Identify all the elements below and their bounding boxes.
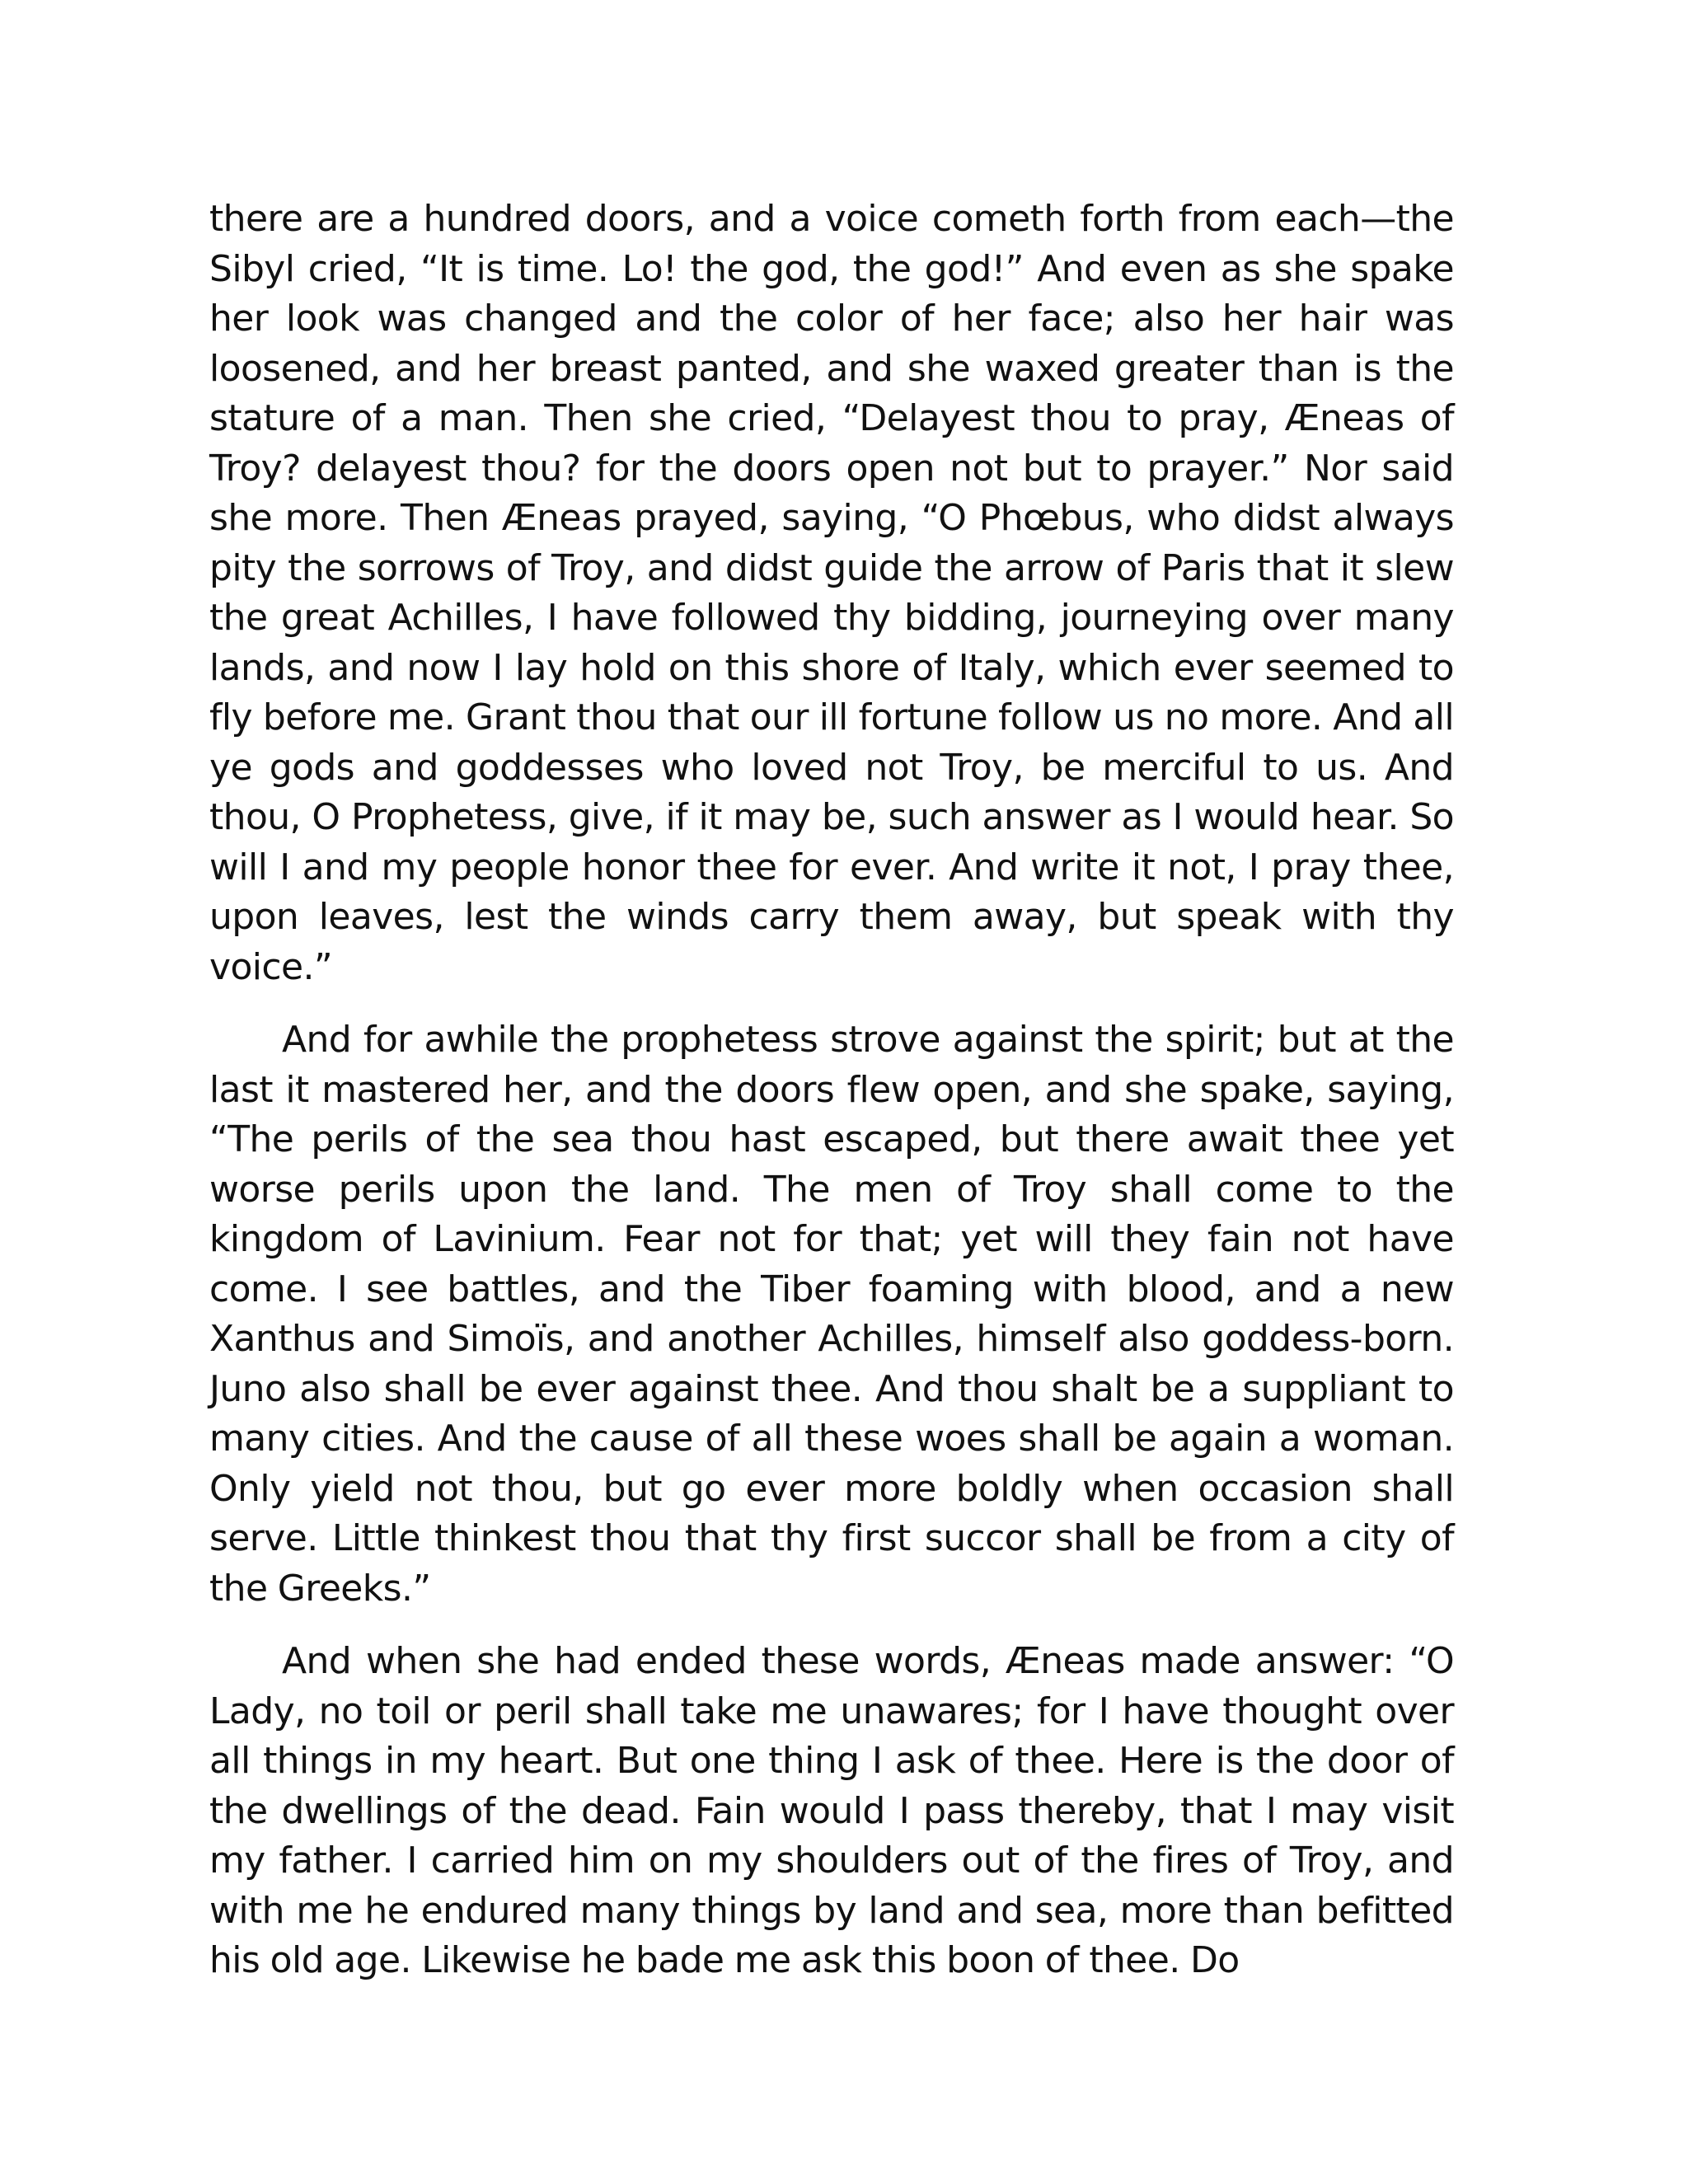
paragraph-2: And for awhile the prophetess strove against the spirit; but at the last it mastered her, and the doors flew open, and she spake, saying, “The perils of the sea thou hast escaped, but there await thee yet worse perils upon the land. The men of Troy shall come to the kingdom of Lavinium. Fear not for that; yet will they fain not have come. I see battles, and the Tiber foaming with blood, and a new Xanthus and Simoïs, and another Achilles, himself also goddess-born. Juno also shall be ever against thee. And thou shalt be a suppliant to many cities. And the cause of all these woes shall be again a woman. Only yield not thou, but go ever more boldly when occasion shall serve. Little thinkest thou that thy first succor shall be from a city of the Greeks.” [209,1019,1454,1610]
paragraph-3: And when she had ended these words, Æneas made answer: “O Lady, no toil or peril shall take me unawares; for I have thought over all things in my heart. But one thing I ask of thee. Here is the door of the dwellings of the dead. Fain would I pass thereby, that I may visit my father. I carried him on my shoulders out of the fires of Troy, and with me he endured many things by land and sea, more than befitted his old age. Likewise he bade me ask this boon of thee. Do [209,1640,1454,1981]
paragraph-1: there are a hundred doors, and a voice cometh forth from each—the Sibyl cried, “It is time. Lo! the god, the god!” And even as she spake her look was changed and the color of her face; also her hair was loosened, and her breast panted, and she waxed greater than is the stature of a man. Then she cried, “Delayest thou to pray, Æneas of Troy? delayest thou? for the doors open not but to prayer.” Nor said she more. Then Æneas prayed, saying, “O Phœbus, who didst always pity the sorrows of Troy, and didst guide the arrow of Paris that it slew the great Achilles, I have followed thy bidding, journeying over many lands, and now I lay hold on this shore of Italy, which ever seemed to fly before me. Grant thou that our ill fortune follow us no more. And all ye gods and goddesses who loved not Troy, be merciful to us. And thou, O Prophetess, give, if it may be, such answer as I would hear. So will I and my people honor thee for ever. And write it not, I pray thee, upon leaves, lest the winds carry them away, but speak with thy voice.” [209,198,1454,988]
body-text [209,194,1454,1986]
